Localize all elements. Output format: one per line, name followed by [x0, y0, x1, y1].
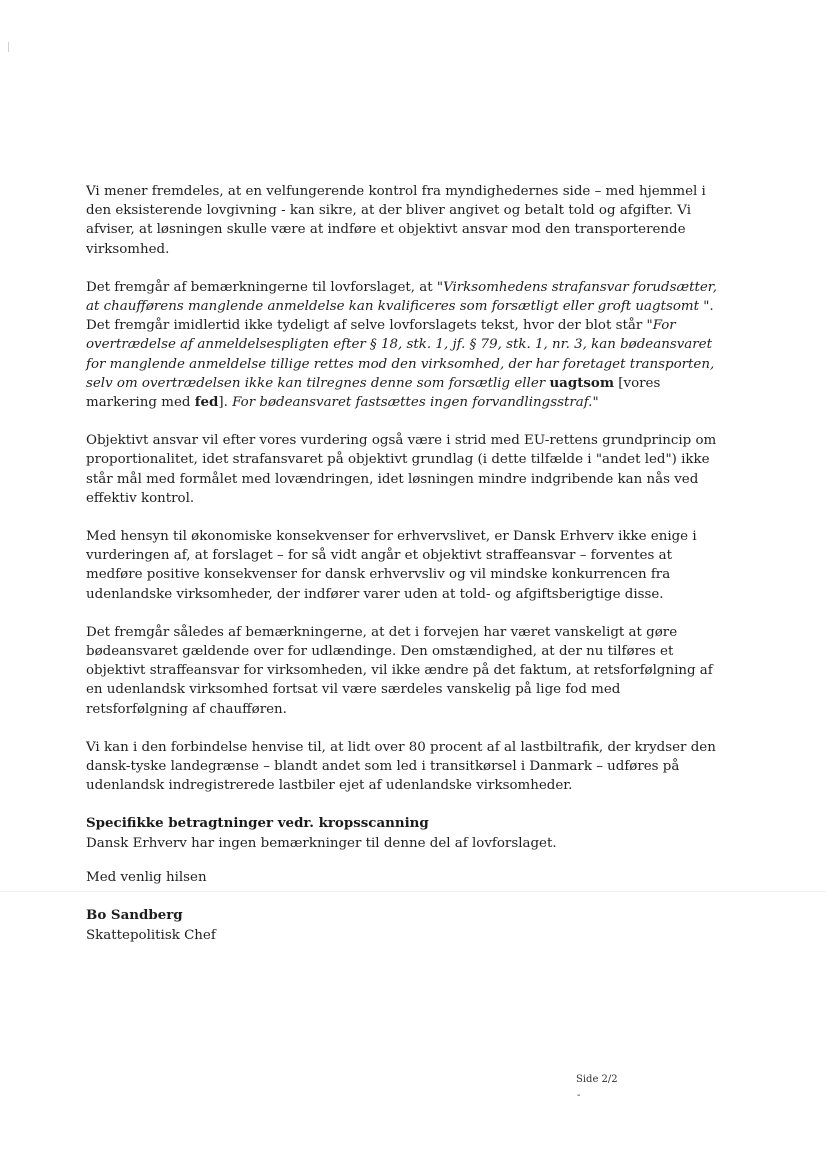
text-run: [vores markering med: [86, 375, 661, 411]
paragraph: [86, 431, 726, 508]
page-dash: -: [577, 1090, 581, 1101]
text-run: Det fremgår af bemærkningerne til lovforslaget, at: [86, 279, 437, 295]
section-text: Dansk Erhverv har ingen bemærkninger til denne del af lovforslaget.: [86, 835, 557, 851]
text-run: Objektivt ansvar vil efter vores vurdering også være i strid med EU-rettens grundprincip om proportionalitet, idet strafansvaret på objektivt grundlag (i dette tilfælde i "andet led") ikke står mål med formålet med lovændringen, idet løsningen mindre indgribende kan nås ved effektiv kontrol.: [86, 433, 717, 506]
paragraph: [86, 738, 726, 796]
signer-name: Bo Sandberg: [86, 907, 183, 923]
letter-body: [86, 182, 726, 853]
italic-quote: "For overtrædelse af anmeldelsespligten efter § 18, stk. 1, jf. § 79, stk. 1, nr. 3, kan bødeansvaret for manglende anmeldelse tillige rettes mod den virksomhed, der har foretaget transporten, selv om overtrædelsen ikke kan tilregnes denne som forsætlig eller: [86, 318, 715, 391]
text-run: Det fremgår således af bemærkningerne, at det i forvejen har været vanskeligt at gøre bødeansvaret gældende over for udlændinge. Den omstændighed, at der nu tilføres et objektivt straffeansvar for virksomheden, vil ikke ændre på det faktum, at retsforfølgning af en udenlandsk virksomhed fortsat vil være særdeles vanskelig på lige fod med retsforfølgning af chaufføren.: [86, 624, 713, 717]
bold-emphasis: fed: [194, 394, 219, 411]
text-run: Med hensyn til økonomiske konsekvenser for erhvervslivet, er Dansk Erhverv ikke enige i vurderingen af, at forslaget – for så vidt angår et objektivt straffeansvar – forventes at medføre positive konsekvenser for dansk erhvervsliv og vil mindske konkurrencen fra udenlandske virksomheder, der indfører varer uden at told- og afgiftsberigtige disse.: [86, 529, 697, 602]
scan-line-artifact: [0, 891, 826, 892]
text-run: Vi kan i den forbindelse henvise til, at lidt over 80 procent af al lastbiltrafik, der krydser den dansk-tyske landegrænse – blandt andet som led i transitkørsel i Danmark – udføres på udenlandsk indregistrerede lastbiler ejet af udenlandske virksomheder.: [86, 739, 716, 794]
text-run: . Det fremgår imidlertid ikke tydeligt af selve lovforslagets tekst, hvor der blot står: [86, 299, 714, 334]
page-number: Side 2/2: [576, 1074, 618, 1085]
paragraph: [86, 623, 726, 719]
signer-title: Skattepolitisk Chef: [86, 928, 216, 943]
closing-salutation: Med venlig hilsen: [86, 870, 207, 885]
paragraph: [86, 182, 726, 259]
italic-quote: "Virksomhedens strafansvar forudsætter, at chaufførens manglende anmeldelse kan kvalificeres som forsætligt eller groft uagtsomt ": [86, 279, 717, 315]
paragraph: [86, 278, 726, 412]
section-heading: Specifikke betragtninger vedr. kropsscanning: [86, 815, 429, 832]
text-run: Vi mener fremdeles, at en velfungerende kontrol fra myndighedernes side – med hjemmel i den eksisterende lovgivning - kan sikre, at der bliver angivet og betalt told og afgifter. Vi afviser, at løsningen skulle være at indføre et objektivt ansvar mod den transporterende virksomhed.: [86, 184, 706, 257]
italic-quote: For bødeansvaret fastsættes ingen forvandlingsstraf.": [232, 395, 599, 411]
text-run: ].: [218, 395, 233, 411]
scan-artifact: [8, 42, 9, 52]
paragraph: [86, 527, 726, 604]
bold-emphasis: uagtsom: [549, 374, 615, 391]
